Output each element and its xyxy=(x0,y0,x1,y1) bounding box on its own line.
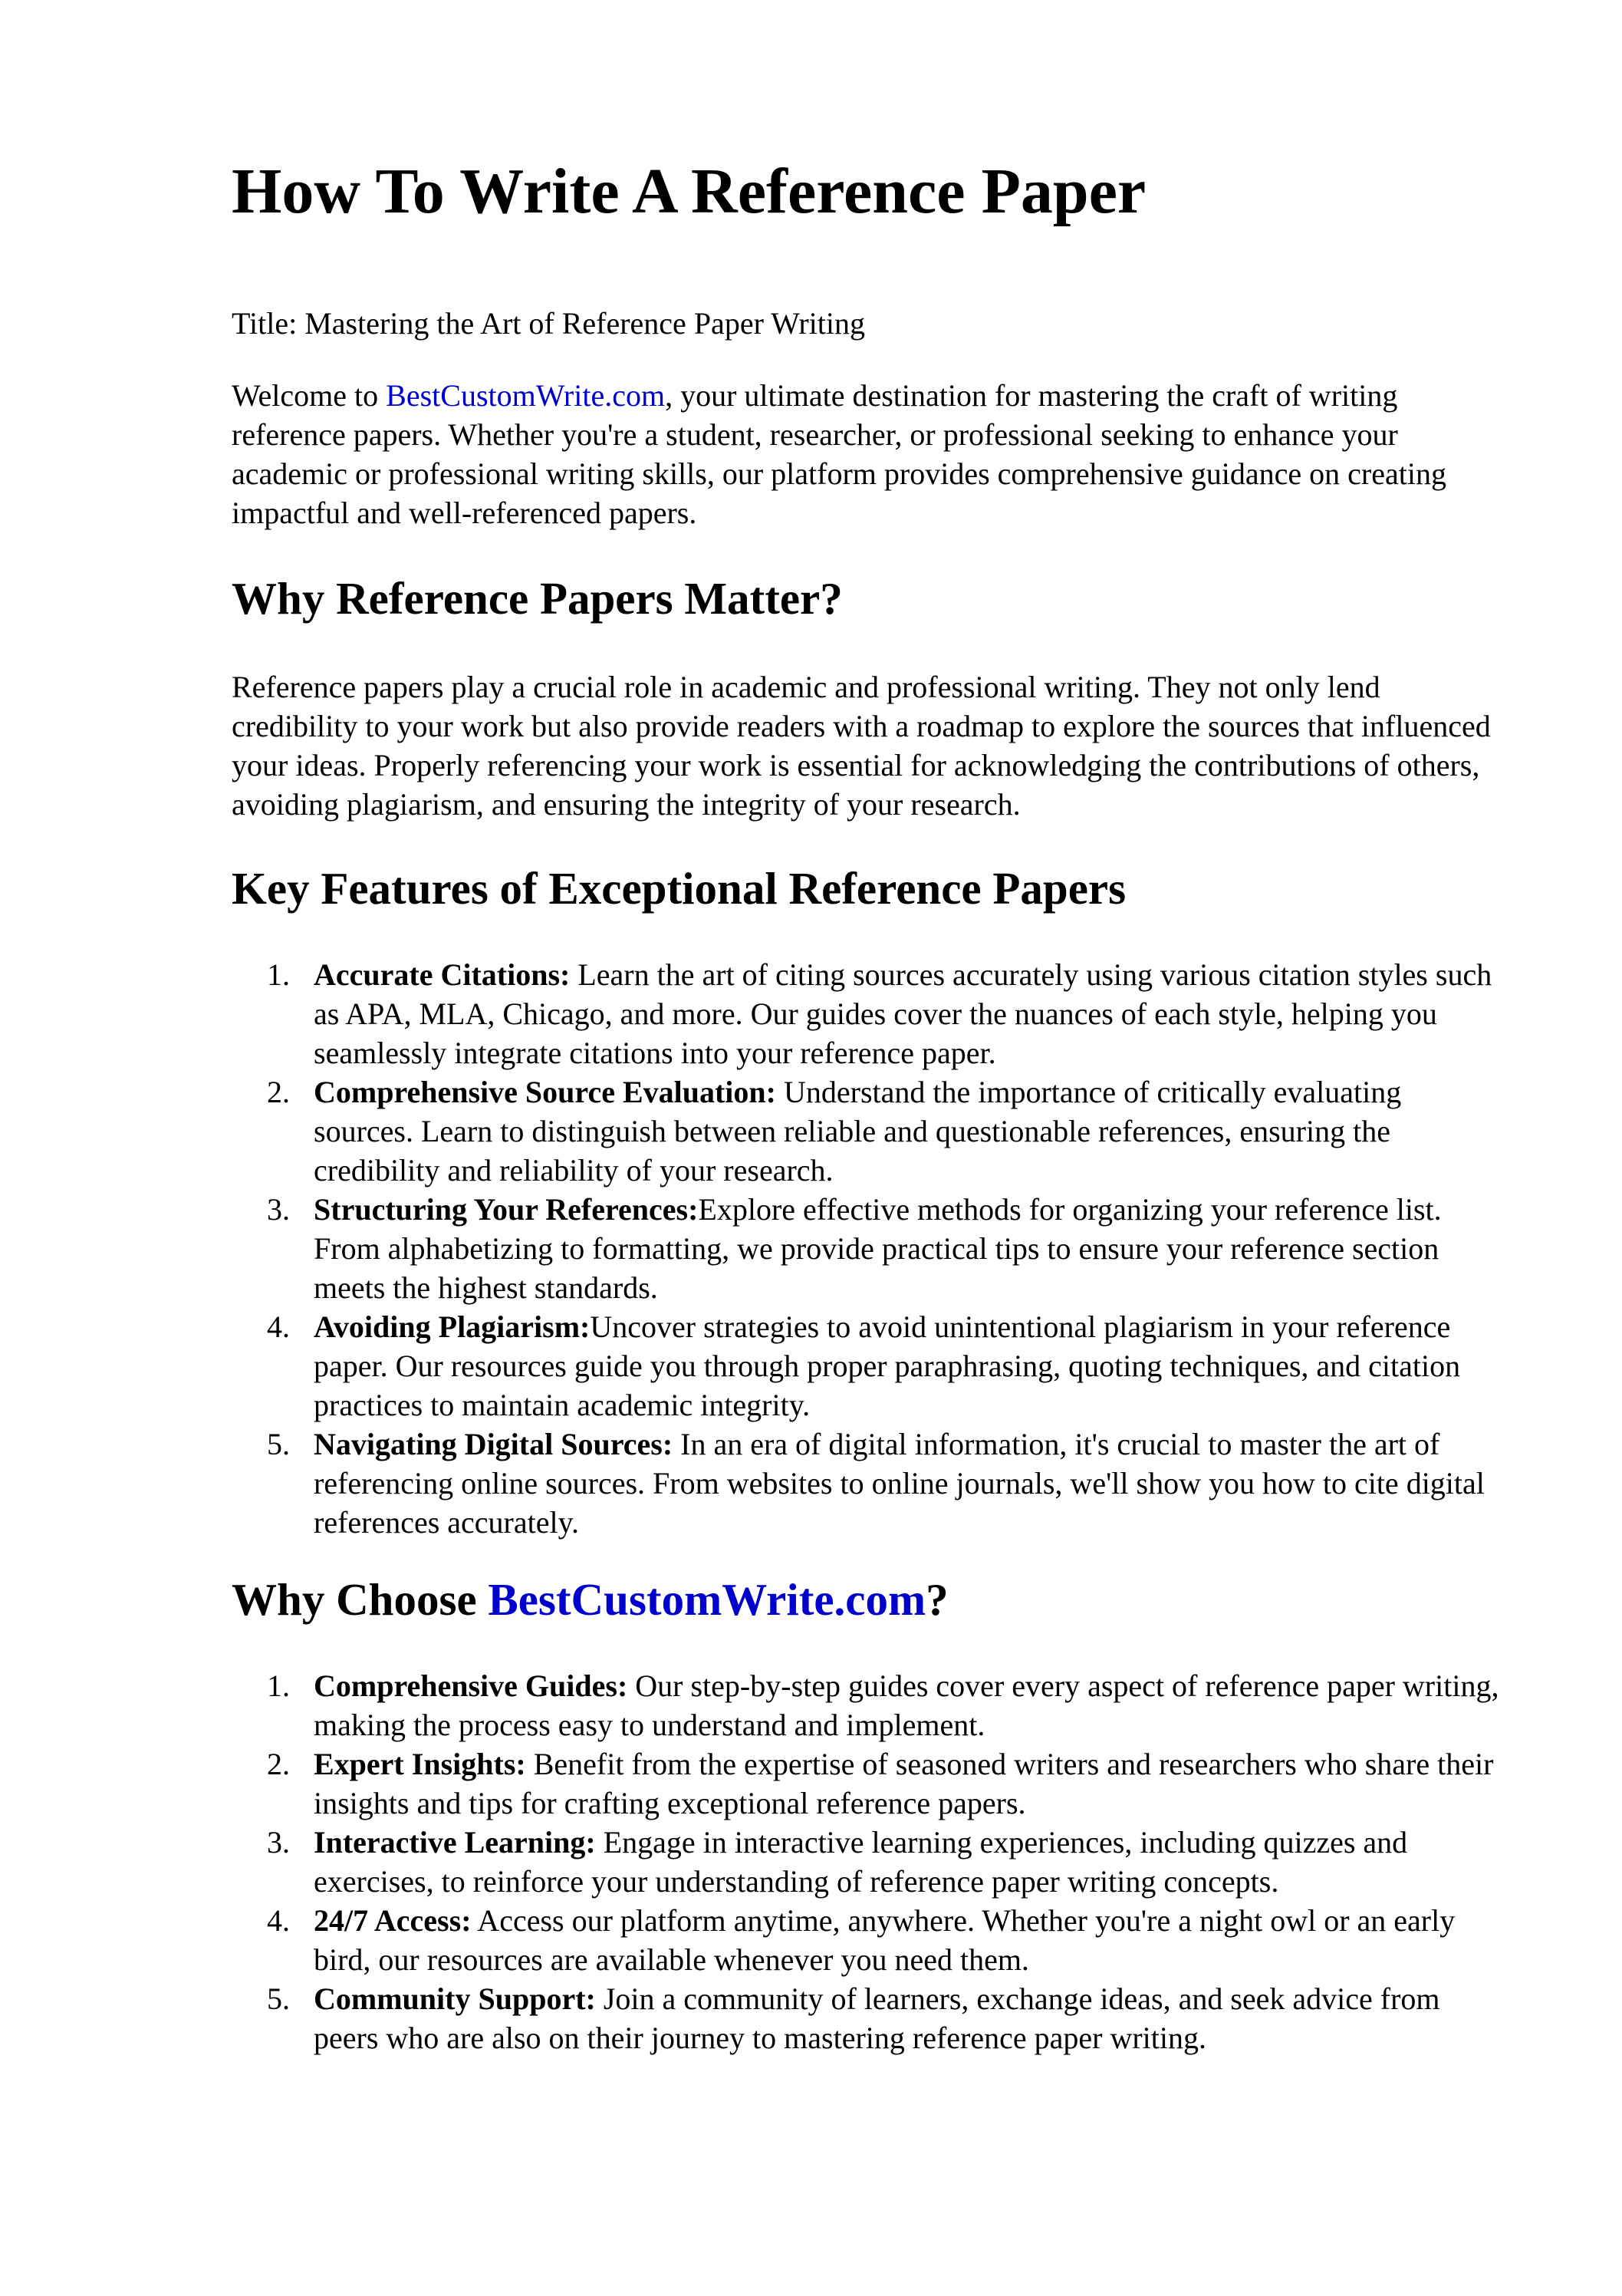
list-item xyxy=(232,1072,1505,1190)
list-item-label: Expert Insights: xyxy=(314,1747,526,1781)
list-item-number: 1. xyxy=(267,957,290,992)
list-item-number: 4. xyxy=(267,1309,290,1344)
list-item-text: Understand the importance of critically evaluating sources. Learn to distinguish between reliable and questionable references, ensuring the credibility and reliability of your research. xyxy=(314,1075,1402,1188)
list-item-number: 1. xyxy=(267,1668,290,1703)
why-choose-suffix: ? xyxy=(926,1574,949,1625)
list-item-text: Learn the art of citing sources accurately using various citation styles such as APA, MLA, Chicago, and more. Our guides cover the nuances of each style, helping you seamlessly integrate citations into your reference paper. xyxy=(314,957,1492,1070)
list-item-label: Comprehensive Guides: xyxy=(314,1668,628,1703)
list-item-text: Our step-by-step guides cover every aspect of reference paper writing, making the process easy to understand and implement. xyxy=(314,1668,1499,1742)
list-item-number: 5. xyxy=(267,1981,290,2016)
list-item-label: Navigating Digital Sources: xyxy=(314,1427,673,1461)
section-heading-key-features: Key Features of Exceptional Reference Papers xyxy=(232,863,1127,914)
section-paragraph-why-matter: Reference papers play a crucial role in academic and professional writing. They not only lend credibility to your work but also provide readers with a roadmap to explore the sources that influenced your ideas. Properly referencing your work is essential for acknowledging the contributions of others, avoiding plagiarism, and ensuring the integrity of your research. xyxy=(232,670,1491,822)
list-item-number: 2. xyxy=(267,1075,290,1109)
list-item-text: Access our platform anytime, anywhere. Whether you're a night owl or an early bird, our resources are available whenever you need them. xyxy=(314,1903,1456,1977)
list-item-number: 2. xyxy=(267,1747,290,1781)
list-item xyxy=(232,1666,1505,1744)
list-item xyxy=(232,1744,1505,1823)
list-item-number: 3. xyxy=(267,1825,290,1860)
list-item-text: Explore effective methods for organizing your reference list. From alphabetizing to formatting, we provide practical tips to ensure your reference section meets the highest standards. xyxy=(314,1192,1442,1305)
list-item-number: 4. xyxy=(267,1903,290,1938)
intro-suffix: , your ultimate destination for mastering the craft of writing reference papers. Whether you're a student, researcher, or professional seeking to enhance your academic or professional writing skills, our platform provides comprehensive guidance on creating impactful and well-referenced papers. xyxy=(232,378,1446,530)
page-title: How To Write A Reference Paper xyxy=(232,156,1147,227)
list-item xyxy=(232,1823,1505,1901)
intro-prefix: Welcome to xyxy=(232,378,387,413)
list-item-label: Comprehensive Source Evaluation: xyxy=(314,1075,776,1109)
list-item-label: Avoiding Plagiarism: xyxy=(314,1309,591,1344)
list-item xyxy=(232,1901,1505,1979)
list-item-label: 24/7 Access: xyxy=(314,1903,472,1938)
intro-paragraph xyxy=(232,376,1505,532)
document-subtitle: Title: Mastering the Art of Reference Paper Writing xyxy=(232,306,865,341)
list-item xyxy=(232,1979,1505,2057)
list-item-text: Join a community of learners, exchange ideas, and seek advice from peers who are also on their journey to mastering reference paper writing. xyxy=(314,1981,1440,2055)
bestcustomwrite-link[interactable]: BestCustomWrite.com xyxy=(386,378,666,413)
list-item-number: 5. xyxy=(267,1427,290,1461)
section-heading-why-choose xyxy=(232,1573,949,1627)
section-heading-why-matter: Why Reference Papers Matter? xyxy=(232,573,843,624)
key-features-list xyxy=(232,955,1505,1542)
list-item-label: Interactive Learning: xyxy=(314,1825,596,1860)
list-item-label: Structuring Your References: xyxy=(314,1192,699,1227)
list-item-label: Community Support: xyxy=(314,1981,596,2016)
list-item-text: In an era of digital information, it's crucial to master the art of referencing online sources. From websites to online journals, we'll show you how to cite digital references accurately. xyxy=(314,1427,1485,1540)
list-item xyxy=(232,1190,1505,1307)
why-choose-list xyxy=(232,1666,1505,2057)
list-item-text: Benefit from the expertise of seasoned writers and researchers who share their insights and tips for crafting exceptional reference papers. xyxy=(314,1747,1494,1820)
list-item xyxy=(232,955,1505,1072)
why-choose-prefix: Why Choose xyxy=(232,1574,489,1625)
list-item-text: Engage in interactive learning experiences, including quizzes and exercises, to reinforce your understanding of reference paper writing concepts. xyxy=(314,1825,1408,1899)
list-item-label: Accurate Citations: xyxy=(314,957,571,992)
bestcustomwrite-heading-link[interactable]: BestCustomWrite.com xyxy=(488,1574,926,1625)
list-item-text: Uncover strategies to avoid unintentional plagiarism in your reference paper. Our resources guide you through proper paraphrasing, quoting techniques, and citation practices to maintain academic integrity. xyxy=(314,1309,1461,1422)
list-item xyxy=(232,1307,1505,1425)
list-item-number: 3. xyxy=(267,1192,290,1227)
list-item xyxy=(232,1425,1505,1542)
